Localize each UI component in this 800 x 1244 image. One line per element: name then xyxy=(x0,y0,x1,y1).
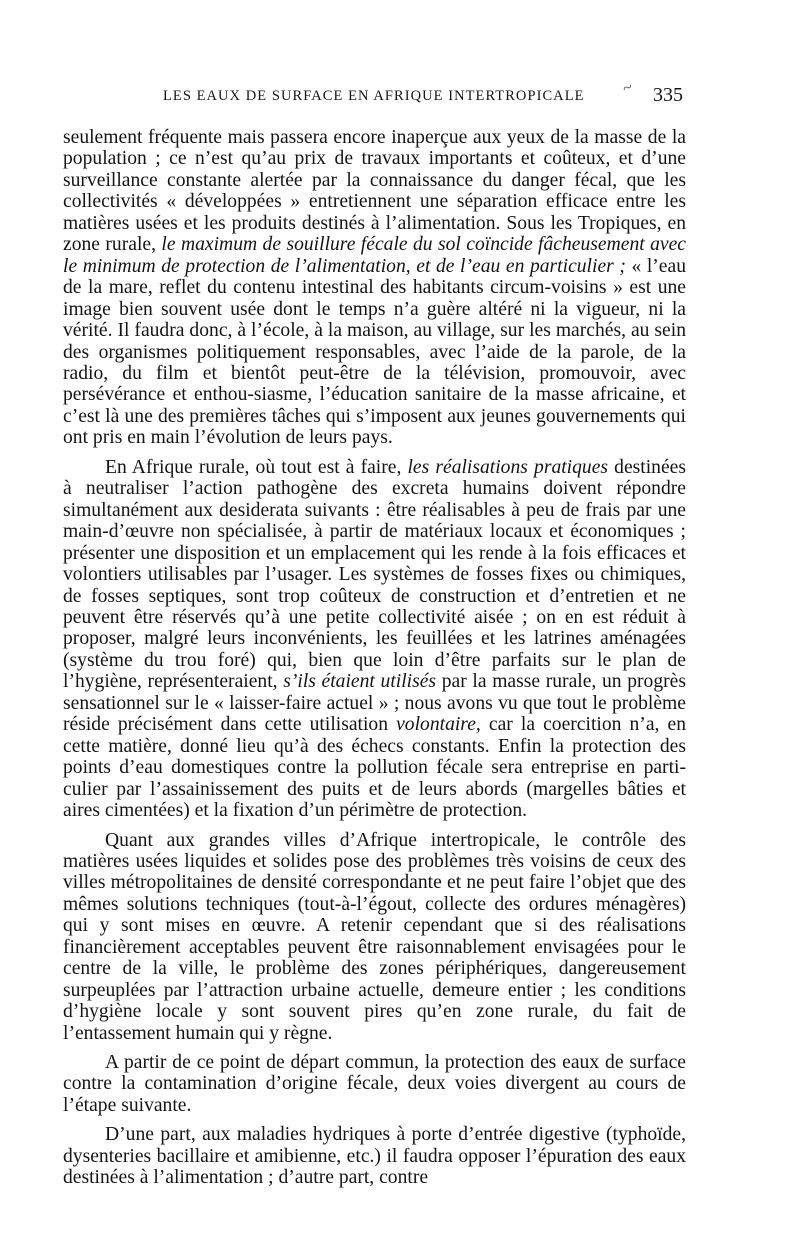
running-header-title: LES EAUX DE SURFACE EN AFRIQUE INTERTROPICALE xyxy=(163,88,585,104)
paragraph-2-text-3: par la masse rurale, un progrès sensationnel sur le « laisser-faire actuel » ; nous avons vu que tout le problème réside précisément dans cette utilisation xyxy=(63,671,686,736)
paragraph-3 xyxy=(63,830,686,1045)
paragraph-2-text-2: destinées à neutraliser l’action pathogène des excreta humains doivent répondre simultanément aux desiderata suivants : être réalisables à peu de frais par une main-d’œuvre non spécialisée, à partir de matériaux locaux et économiques ; présenter une disposition et un emplacement qui les rende à la fois efficaces et volontiers utilisables par l’usager. Les systèmes de fosses fixes ou chimiques, de fosses septiques, sont trop coûteux de construction et d’entretien et ne peuvent être réservés qu’à une petite collectivité aisée ; on en est réduit à proposer, malgré leurs inconvénients, les feuillées et les latrines aménagées (système du trou foré) qui, bien que loin d’être parfaits sur le plan de l’hygiène, représenteraient, xyxy=(63,456,686,693)
paragraph-1-text-2: « l’eau de la mare, reflet du contenu intestinal des habitants circum-voisins » est une image bien souvent usée dont le temps n’a guère altéré ni la vigueur, ni la vérité. Il faudra donc, à l’école, à la maison, au village, sur les marchés, au sein des organismes politiquement responsables, avec l’aide de la parole, de la radio, du film et bientôt peut-être de la télévision, promouvoir, avec persévérance et enthou-siasme, l’éducation sanitaire de la masse africaine, et c’est là une des premières tâches qui s’imposent aux jeunes gouvernements qui ont pris en main l’évolution de leurs pays. xyxy=(63,255,686,449)
margin-mark: ~ xyxy=(619,77,636,99)
body-text xyxy=(63,127,686,1189)
paragraph-5-text-1: D’une part, aux maladies hydriques à porte d’entrée digestive (typhoïde, dysenteries bacillaire et amibienne, etc.) il faudra opposer l’épuration des eaux destinées à l’alimentation ; d’autre part, contre xyxy=(63,1124,686,1189)
paragraph-5 xyxy=(63,1124,686,1188)
paragraph-2-italic-2: s’ils étaient utilisés xyxy=(283,671,437,693)
paragraph-2-italic-3: volontaire, xyxy=(396,714,481,736)
paragraph-2-text-4: car la coercition n’a, en cette matière, donné lieu qu’à des échecs constants. Enfin la protection des points d’eau domestiques contre la pollution fécale sera entreprise en parti-culier par l’assainissement des puits et de leurs abords (margelles bâties et aires cimentées) et la fixation d’un périmètre de protection. xyxy=(63,714,686,822)
paragraph-2-text-1: En Afrique rurale, où tout est à faire, xyxy=(105,456,408,478)
paragraph-1-text-1: seulement fréquente mais passera encore inaperçue aux yeux de la masse de la population ; ce n’est qu’au prix de travaux importants et coûteux, et d’une surveillance constante alertée par la connaissance du danger fécal, que les collectivités « développées » entretiennent une séparation efficace entre les matières usées et les produits destinés à l’alimentation. Sous les Tropiques, en zone rurale, xyxy=(63,127,686,256)
paragraph-2 xyxy=(63,457,686,822)
running-header xyxy=(63,76,686,110)
paragraph-2-italic-1: les réalisations pratiques xyxy=(407,456,609,478)
paragraph-4-text-1: A partir de ce point de départ commun, la protection des eaux de surface contre la contamination d’origine fécale, deux voies divergent au cours de l’étape suivante. xyxy=(63,1052,686,1116)
paragraph-1 xyxy=(63,127,686,449)
paragraph-1-italic-1: le maximum de souillure fécale du sol coïncide fâcheusement avec le minimum de protection de l’alimentation, et de l’eau en particulier ; xyxy=(63,234,686,277)
paragraph-3-text-1: Quant aux grandes villes d’Afrique intertropicale, le contrôle des matières usées liquides et solides pose des problèmes très voisins de ceux des villes métropolitaines de densité correspondante et ne peut faire l’objet que des mêmes solutions techniques (tout-à-l’égout, collecte des ordures ménagères) qui y sont mises en œuvre. A retenir cependant que si des réalisations financièrement acceptables peuvent être raisonnablement envisagées pour le centre de la ville, le problème des zones périphériques, dangereusement surpeuplées par l’attraction urbaine actuelle, demeure entier ; les conditions d’hygiène locale y sont souvent pires qu’en zone rurale, du fait de l’entassement humain qui y règne. xyxy=(63,829,686,1044)
page-number: 335 xyxy=(653,84,683,106)
paragraph-4 xyxy=(63,1052,686,1116)
